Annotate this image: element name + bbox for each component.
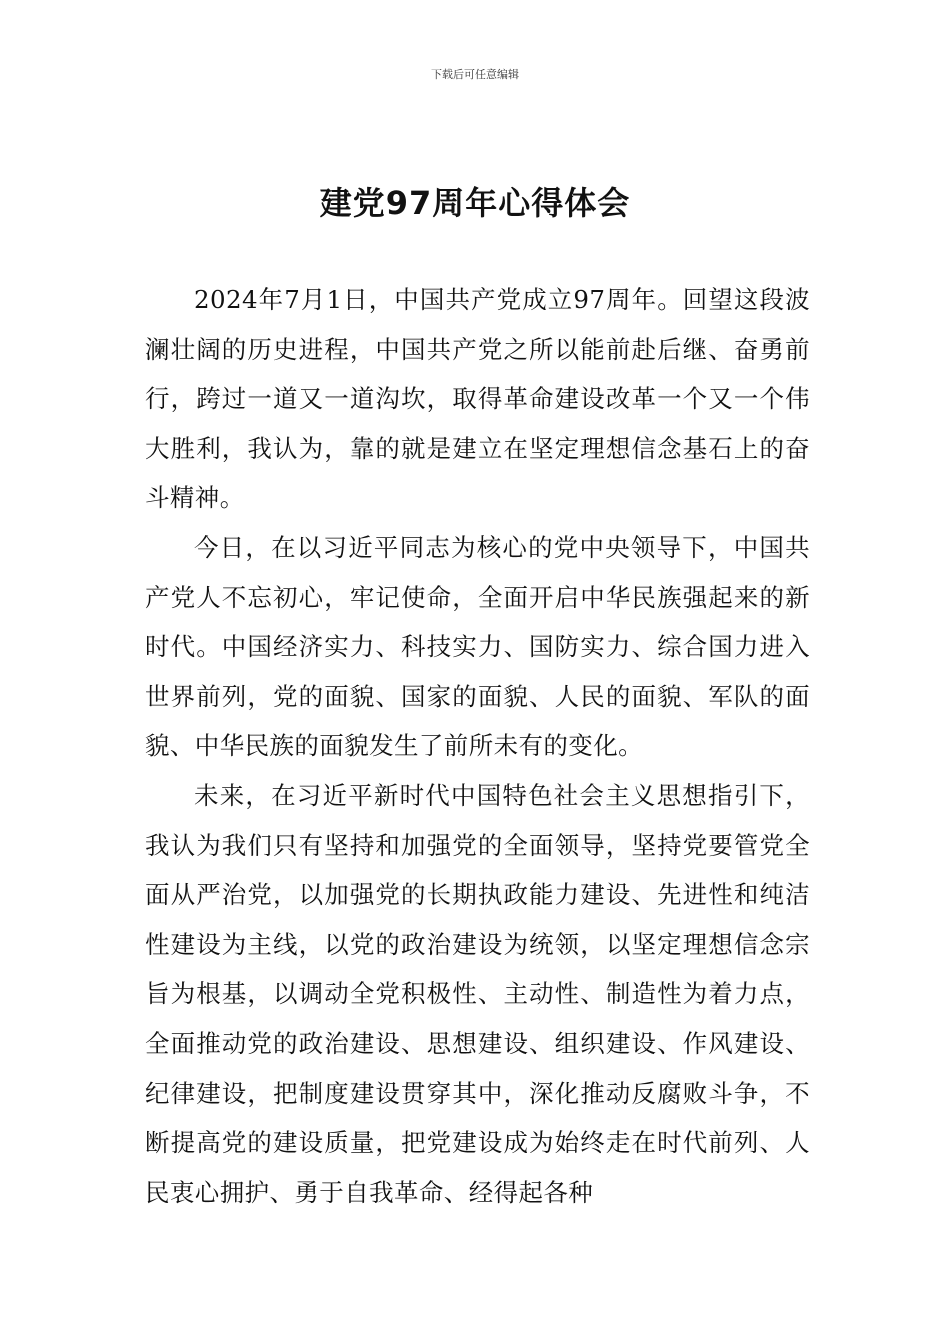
paragraph: 2024年7月1日，中国共产党成立97周年。回望这段波澜壮阔的历史进程，中国共产党之所以能前赴后继、奋勇前行，跨过一道又一道沟坎，取得革命建设改革一个又一个伟大胜利，我认为，靠的就是建立在坚定理想信念基石上的奋斗精神。	[145, 285, 810, 513]
header-note: 下载后可任意编辑	[431, 68, 519, 81]
page-title: 建党97周年心得体会	[319, 184, 631, 222]
paragraph: 今日，在以习近平同志为核心的党中央领导下，中国共产党人不忘初心，牢记使命，全面开启中华民族强起来的新时代。中国经济实力、科技实力、国防实力、综合国力进入世界前列，党的面貌、国家的面貌、人民的面貌、军队的面貌、中华民族的面貌发生了前所未有的变化。	[145, 532, 810, 761]
document-body	[145, 275, 810, 1217]
paragraph: 未来，在习近平新时代中国特色社会主义思想指引下，我认为我们只有坚持和加强党的全面领导，坚持党要管党全面从严治党，以加强党的长期执政能力建设、先进性和纯洁性建设为主线，以党的政治建设为统领，以坚定理想信念宗旨为根基，以调动全党积极性、主动性、制造性为着力点，全面推动党的政治建设、思想建设、组织建设、作风建设、纪律建设，把制度建设贯穿其中，深化推动反腐败斗争，不断提高党的建设质量，把党建设成为始终走在时代前列、人民衷心拥护、勇于自我革命、经得起各种	[145, 780, 810, 1207]
